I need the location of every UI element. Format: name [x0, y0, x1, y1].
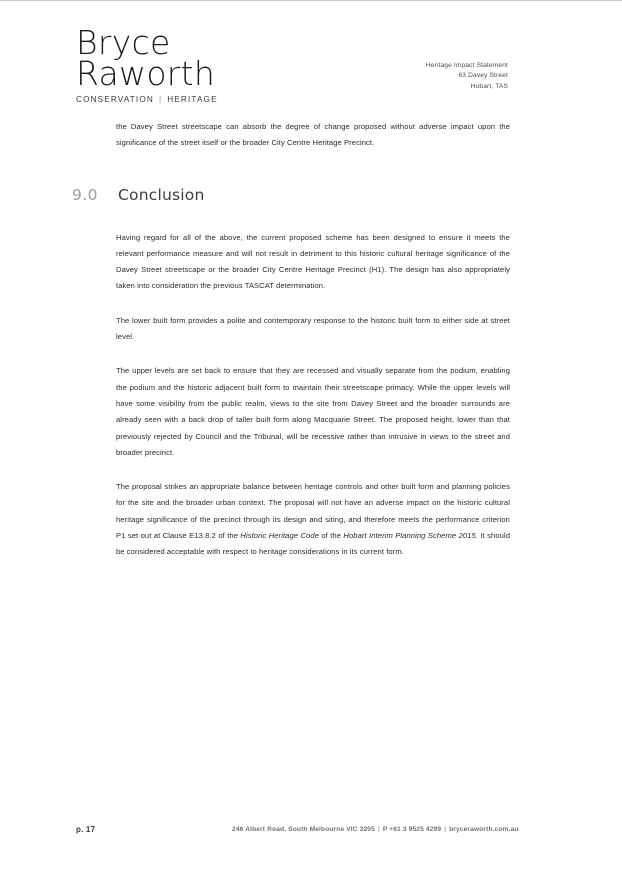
- document-meta-locality: Hobart, TAS: [470, 82, 508, 90]
- document-meta: [426, 61, 508, 92]
- paragraph-1: Having regard for all of the above, the current proposed scheme has been designed to ensure it meets the relevant performance measure and will not result in detriment to this historic cultural heritage significance of the Davey Street streetscape or the broader City Centre Heritage Precinct (H1). The design has also appropriately taken into consideration the previous TASCAT determination.: [116, 232, 510, 291]
- section-title: Conclusion: [118, 185, 205, 204]
- logo-tagline-conservation: CONSERVATION: [76, 95, 154, 104]
- paragraph-4-part-1: The proposal strikes an appropriate balance between heritage controls and other built form and planning policies for the site and the broader urban context. The proposal will not have an adverse impact on the historic cultural heritage significance of the precinct through its design and siting, and therefore meets the performance criterion P1 set out at Clause E13.8.2 of the: [116, 482, 510, 541]
- section-number: 9.0: [72, 185, 98, 204]
- footer-separator-1: |: [377, 826, 380, 833]
- logo-tagline: [76, 95, 306, 104]
- page-content: [72, 119, 510, 561]
- paragraph-4: [116, 479, 510, 560]
- logo-line-2: Raworth: [76, 54, 216, 93]
- company-logo: [76, 23, 306, 104]
- paragraph-4-part-2: of the: [318, 531, 344, 541]
- page-number: p. 17: [76, 825, 96, 834]
- paragraph-2: The lower built form provides a polite and contemporary response to the historic built form to either side at street level.: [116, 315, 510, 342]
- footer-address: 246 Albert Road, South Melbourne VIC 3205: [232, 826, 375, 833]
- paragraph-4-part-3: . It should be considered acceptable with respect to heritage considerations in its current form.: [116, 531, 510, 557]
- document-meta-address: 63 Davey Street: [458, 72, 508, 80]
- document-meta-title: Heritage Impact Statement: [425, 62, 508, 69]
- footer-phone: P +61 3 9525 4299: [382, 826, 442, 833]
- page-header: [0, 19, 622, 111]
- logo-tagline-heritage: HERITAGE: [167, 95, 218, 104]
- paragraph-4-italic-1: Historic Heritage Code: [240, 531, 319, 541]
- paragraph-3: The upper levels are set back to ensure that they are recessed and visually separate from the podium, enabling the podium and the historic adjacent built form to maintain their streetscape primacy. While the upper levels will have some visibility from the public realm, views to the site from Davey Street and the broader surrounds are already seen with a back drop of taller built form along Macquarie Street. The proposed height, lower than that previously rejected by Council and the Tribunal, will be recessive rather than intrusive in views to the street and broader precinct.: [116, 366, 510, 457]
- continued-paragraph: the Davey Street streetscape can absorb the degree of change proposed without adverse impact upon the significance of the street itself or the broader City Centre Heritage Precinct.: [116, 122, 510, 148]
- paragraph-4-italic-2: Hobart Interim Planning Scheme 2015: [343, 531, 476, 541]
- page-footer: [0, 825, 622, 839]
- logo-line-1: Bryce: [76, 23, 171, 62]
- section-heading: [72, 185, 510, 220]
- footer-separator-2: |: [444, 826, 447, 833]
- footer-contact-line: [232, 826, 519, 833]
- footer-website[interactable]: bryceraworth.com.au: [449, 826, 519, 833]
- logo-tagline-separator: |: [158, 95, 163, 104]
